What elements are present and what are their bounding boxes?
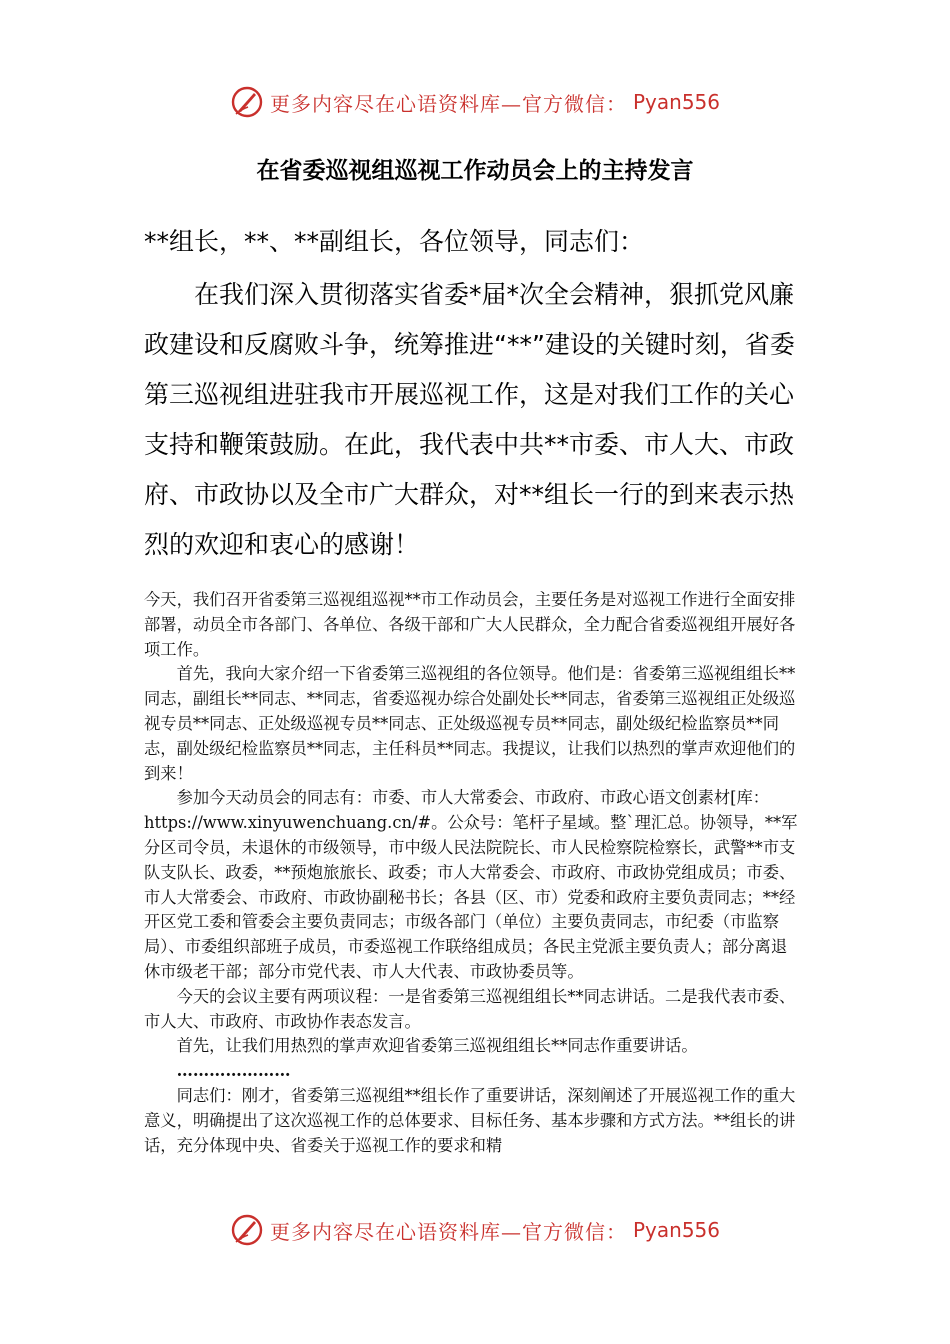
body-paragraph: 今天，我们召开省委第三巡视组巡视**市工作动员会，主要任务是对巡视工作进行全面安排部署，动员全市各部门、各单位、各级干部和广大人民群众，全力配合省委巡视组开展好各项工作。 — [144, 590, 796, 659]
banner-text: 更多内容尽在心语资料库—官方微信： — [269, 91, 627, 116]
header-banner — [0, 80, 950, 124]
ellipsis-separator: ………………… — [176, 1061, 291, 1081]
body-paragraph: 首先，我向大家介绍一下省委第三巡视组的各位领导。他们是：省委第三巡视组组长**同志，副组长**同志、**同志，省委巡视办综合处副处长**同志，省委第三巡视组正处级巡视专员**同志、正处级巡视专员**同志、正处级巡视专员**同志，副处级纪检监察员**同志，副处级纪检监察员**同志，主任科员**同志。我提议，让我们以热烈的掌声欢迎他们的到来！ — [144, 664, 796, 783]
body-text — [144, 588, 798, 1158]
banner-wechat-id: Pyan556 — [632, 1218, 720, 1242]
body-paragraph: 今天的会议主要有两项议程：一是省委第三巡视组组长**同志讲话。二是我代表市委、市人大、市政府、市政协作表态发言。 — [144, 986, 796, 1031]
document-title: 在省委巡视组巡视工作动员会上的主持发言 — [256, 158, 694, 184]
body-paragraph: 首先，让我们用热烈的掌声欢迎省委第三巡视组组长**同志作重要讲话。 — [176, 1036, 698, 1056]
quill-logo-icon — [230, 85, 264, 119]
quill-logo-icon — [230, 1213, 264, 1247]
salutation: **组长，**、**副组长，各位领导，同志们： — [144, 227, 645, 256]
banner-text: 更多内容尽在心语资料库—官方微信： — [269, 1219, 627, 1244]
footer-banner — [0, 1208, 950, 1252]
body-paragraph: 同志们：刚才，省委第三巡视组**组长作了重要讲话，深刻阐述了开展巡视工作的重大意义，明确提出了这次巡视工作的总体要求、目标任务、基本步骤和方式方法。**组长的讲话，充分体现中央、省委关于巡视工作的要求和精 — [144, 1085, 796, 1155]
body-paragraph: 参加今天动员会的同志有：市委、市人大常委会、市政府、市政心语文创素材[库：https://www.xinyuwenchuang.cn/#。公众号：笔杆子星域。整`理汇总。协领导，**军分区司令员，未退休的市级领导，市中级人民法院院长、市人民检察院检察长，武警**市支队支队长、政委，**预炮旅旅长、政委；市人大常委会、市政府、市政协党组成员；市委、市人大常委会、市政府、市政协副秘书长；各县（区、市）党委和政府主要负责同志；**经开区党工委和管委会主要负责同志；市级各部门（单位）主要负责同志，市纪委（市监察局）、市委组织部班子成员，市委巡视工作联络组成员；各民主党派主要负责人；部分离退休市级老干部；部分市党代表、市人大代表、市政协委员等。 — [144, 788, 798, 981]
banner-wechat-id: Pyan556 — [632, 90, 720, 114]
intro-paragraph: 在我们深入贯彻落实省委*届*次全会精神，狠抓党风廉政建设和反腐败斗争，统筹推进“**”建设的关键时刻，省委第三巡视组进驻我市开展巡视工作，这是对我们工作的关心支持和鞭策鼓励。在此，我代表中共**市委、市人大、市政府、市政协以及全市广大群众，对**组长一行的到来表示热烈的欢迎和衷心的感谢！ — [144, 280, 795, 559]
